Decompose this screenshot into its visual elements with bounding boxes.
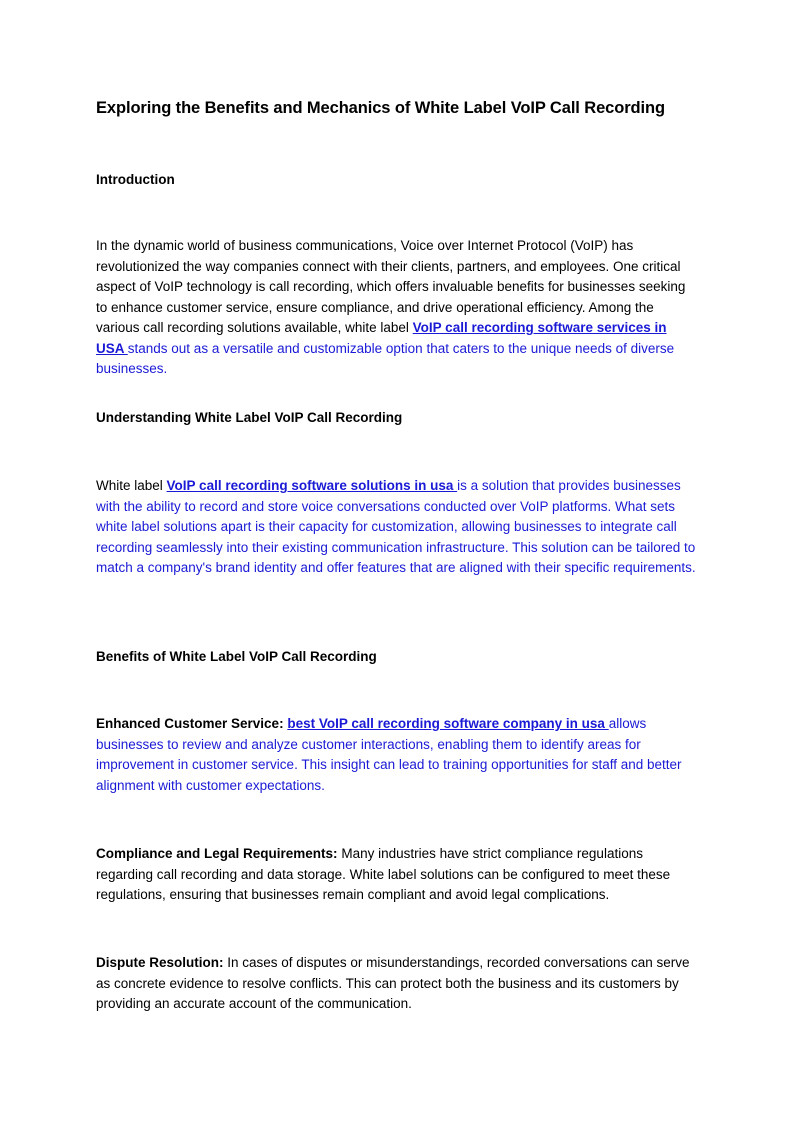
- voip-solutions-usa-link[interactable]: VoIP call recording software solutions in usa: [166, 478, 458, 493]
- benefit-dispute-text: In cases of disputes or misunderstandings, recorded conversations can serve as concrete evidence to resolve conflicts. This can protect both the business and its customers by providing an accurate account of the communication.: [96, 955, 690, 1011]
- voip-services-usa-link[interactable]: VoIP call recording software services in USA: [96, 320, 667, 356]
- best-voip-company-link[interactable]: best VoIP call recording software company in usa: [287, 716, 609, 731]
- understanding-paragraph: [96, 476, 696, 579]
- document-title: Exploring the Benefits and Mechanics of White Label VoIP Call Recording: [96, 99, 665, 117]
- understanding-text-continued: is a solution that provides businesses with the ability to record and store voice conversations conducted over VoIP platforms. What sets white label solutions apart is their capacity for customization, allowing businesses to integrate call recording seamlessly into their existing communication infrastructure. This solution can be tailored to match a company's brand identity and offer features that are aligned with their specific requirements.: [96, 478, 696, 575]
- benefit-compliance: [96, 844, 696, 906]
- benefit-dispute-label: Dispute Resolution:: [96, 955, 224, 970]
- benefits-heading: Benefits of White Label VoIP Call Recording: [96, 649, 377, 664]
- understanding-heading: Understanding White Label VoIP Call Recording: [96, 410, 403, 425]
- introduction-text: In the dynamic world of business communications, Voice over Internet Protocol (VoIP) has revolutionized the way companies connect with their clients, partners, and employees. One critical aspect of VoIP technology is call recording, which offers invaluable benefits for businesses seeking to enhance customer service, ensure compliance, and drive operational efficiency. Among the various call recording solutions available, white label: [96, 238, 686, 335]
- understanding-text: White label: [96, 478, 167, 493]
- benefit-customer-service-text: allows businesses to review and analyze customer interactions, enabling them to identify areas for improvement in customer service. This insight can lead to training opportunities for staff and better alignment with customer expectations.: [96, 716, 682, 793]
- benefit-compliance-text: Many industries have strict compliance regulations regarding call recording and data storage. White label solutions can be configured to meet these regulations, ensuring that businesses remain compliant and avoid legal complications.: [96, 846, 671, 902]
- introduction-text-continued: stands out as a versatile and customizable option that caters to the unique needs of diverse businesses.: [96, 340, 675, 376]
- benefit-customer-service-label: Enhanced Customer Service:: [96, 716, 284, 731]
- introduction-heading: Introduction: [96, 172, 175, 187]
- introduction-paragraph: [96, 236, 696, 380]
- benefit-customer-service: [96, 714, 696, 796]
- benefit-compliance-label: Compliance and Legal Requirements:: [96, 846, 338, 861]
- benefit-dispute: [96, 953, 696, 1015]
